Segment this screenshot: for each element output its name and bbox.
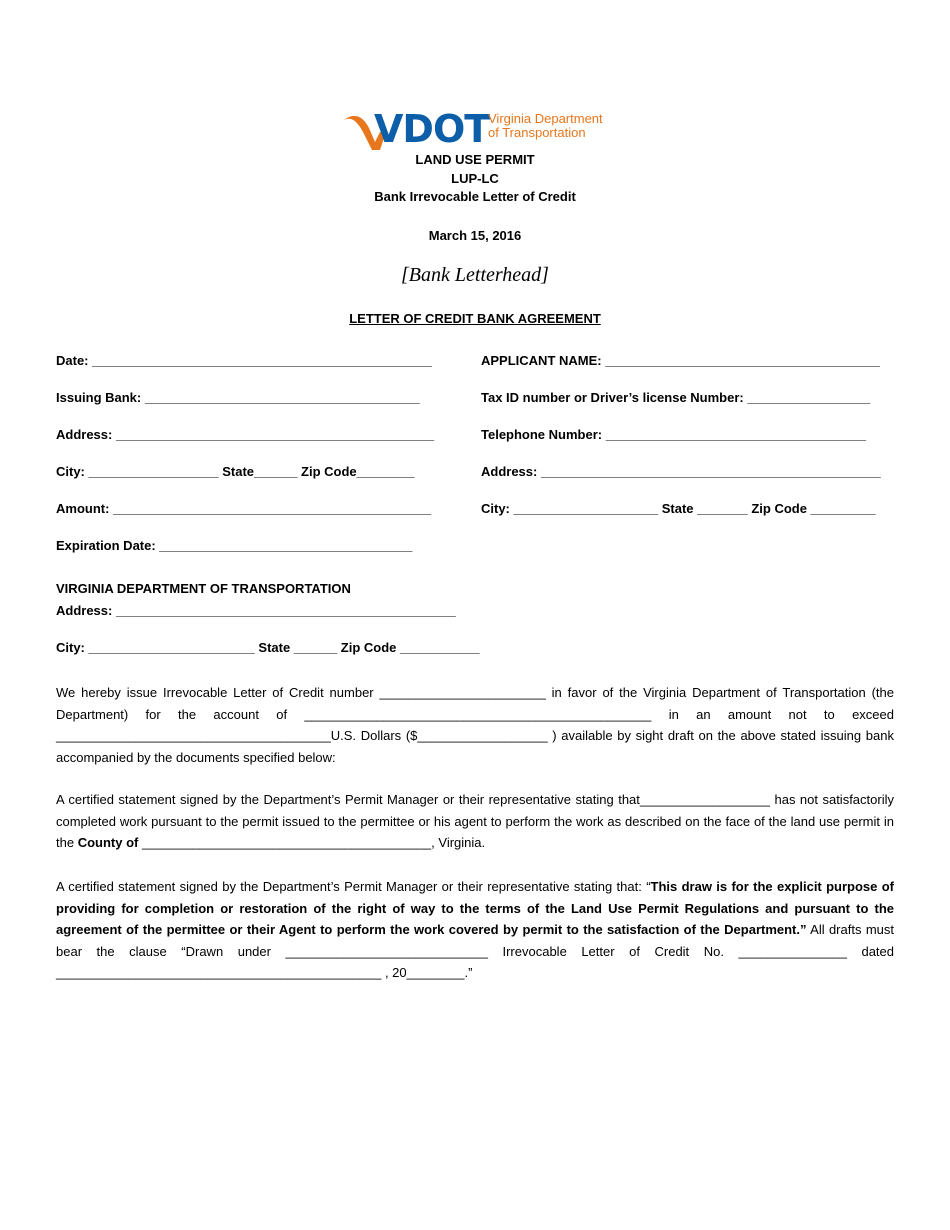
header-line1: LAND USE PERMIT <box>415 152 535 167</box>
tax-id-field[interactable]: Tax ID number or Driver’s license Number: _________________ <box>481 390 871 405</box>
header-line2: LUP-LC <box>451 171 499 186</box>
expiration-date-field[interactable]: Expiration Date: ___________________________________ <box>56 538 413 553</box>
paragraph2-text-a: A certified statement signed by the Department’s Permit Manager or their representative stating that__________________ has not satisfactorily completed work pursuant to the permit issued to the permittee or his agent to perform the work as described on the face of the land use permit in the <box>56 792 894 850</box>
agreement-title: LETTER OF CREDIT BANK AGREEMENT <box>349 311 601 326</box>
bank-letterhead: [Bank Letterhead] <box>401 264 549 286</box>
telephone-field[interactable]: Telephone Number: ____________________________________ <box>481 427 866 442</box>
applicant-address-field[interactable]: Address: _______________________________________________ <box>481 464 881 479</box>
vdot-city-state-zip-field[interactable]: City: _______________________ State ______ Zip Code ___________ <box>56 640 480 655</box>
certified-statement-paragraph-1 <box>56 789 894 854</box>
applicant-name-field[interactable]: APPLICANT NAME: ______________________________________ <box>481 353 880 368</box>
issuance-paragraph: We hereby issue Irrevocable Letter of Credit number _______________________ in favor of the Virginia Department of Transportation (the Department) for the account of ________________________________________________ in an amount not to exceed ______________________________________U.S. Dollars ($__________________ ) available by sight draft on the above stated issuing bank accompanied by the documents specified below: <box>56 685 894 765</box>
amount-field[interactable]: Amount: ____________________________________________ <box>56 501 432 516</box>
applicant-city-state-zip-field[interactable]: City: ____________________ State _______ Zip Code _________ <box>481 501 876 516</box>
logo-brand: VDOT <box>374 107 490 151</box>
issuing-bank-field[interactable]: Issuing Bank: ______________________________________ <box>56 390 420 405</box>
vdot-logo <box>342 108 622 154</box>
bank-city-state-zip-field[interactable]: City: __________________ State______ Zip Code________ <box>56 464 415 479</box>
certified-statement-paragraph-2 <box>56 876 894 984</box>
paragraph2-text-b: ________________________________________, Virginia. <box>138 835 486 850</box>
county-label: County of <box>77 835 139 850</box>
vdot-section-title: VIRGINIA DEPARTMENT OF TRANSPORTATION <box>56 581 351 596</box>
logo-subtitle <box>488 112 603 140</box>
vdot-address-field[interactable]: Address: _______________________________________________ <box>56 603 456 618</box>
paragraph3-text-a: A certified statement signed by the Department’s Permit Manager or their representative stating that: “ <box>56 879 651 894</box>
header-date: March 15, 2016 <box>428 228 522 243</box>
logo-subtitle-line1: Virginia Department <box>488 111 603 126</box>
date-field[interactable]: Date: _______________________________________________ <box>56 353 432 368</box>
paragraph3-text-b: All drafts must bear the clause “Drawn under ____________________________ Irrevocable Letter of Credit No. _______________ dated _____________________________________________ , 20________.” <box>56 922 894 980</box>
logo-subtitle-line2: of Transportation <box>488 125 586 140</box>
paragraph3-bold-clause: This draw is for the explicit purpose of providing for completion or restoration of the right of way to the terms of the Land Use Permit Regulations and pursuant to the agreement of the permittee or their Agent to perform the work covered by permit to the satisfaction of the Department.” <box>56 879 894 937</box>
bank-address-field[interactable]: Address: ____________________________________________ <box>56 427 435 442</box>
header-line3: Bank Irrevocable Letter of Credit <box>374 189 576 204</box>
